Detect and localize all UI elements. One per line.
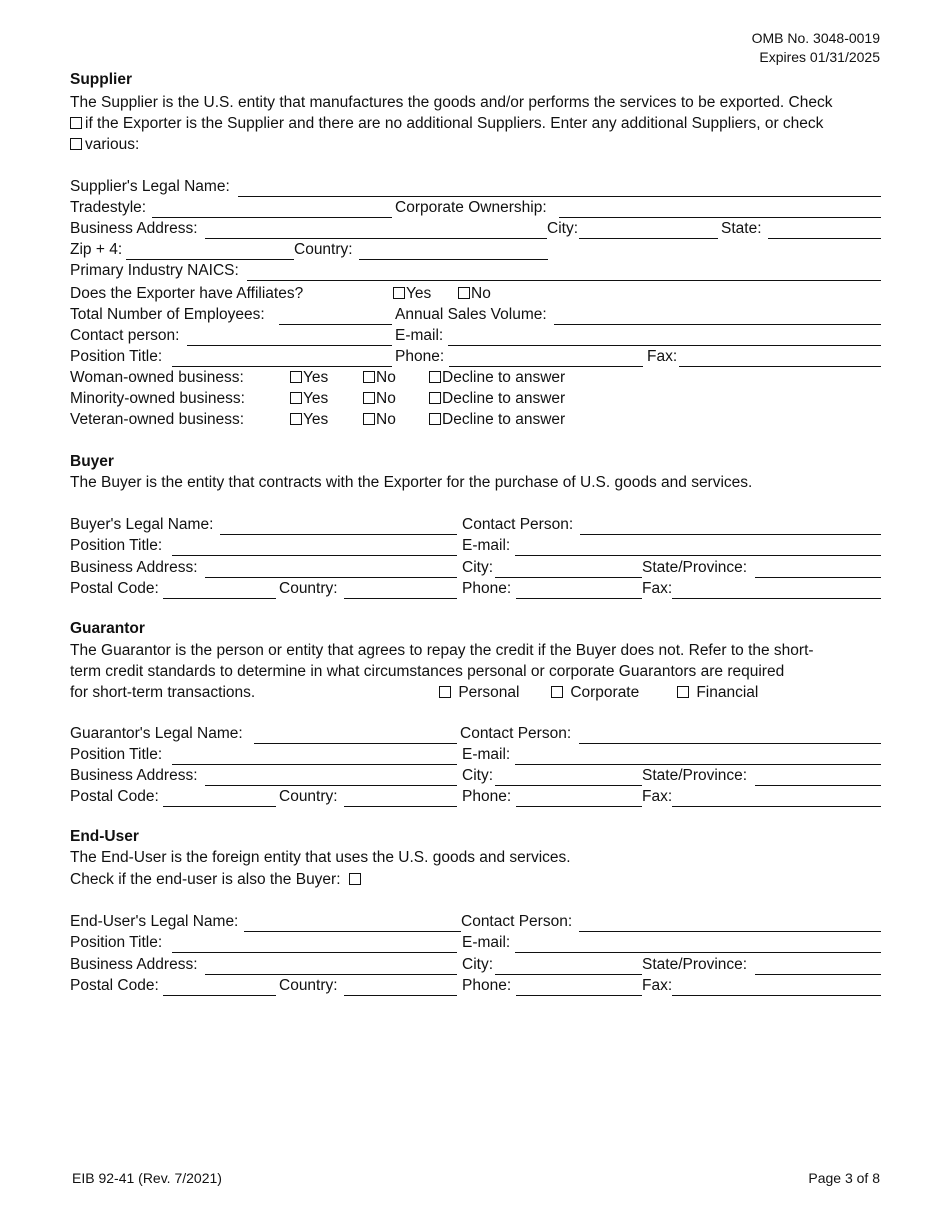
supplier-phone-field[interactable] [449, 347, 643, 367]
woman-owned-row [70, 368, 881, 388]
minority-owned-row [70, 389, 881, 409]
guarantor-financial-checkbox[interactable] [677, 686, 689, 698]
end-user-country-label: Country: [279, 977, 338, 994]
affiliates-no-checkbox[interactable] [458, 287, 470, 299]
buyer-state-label: State/Province: [642, 559, 748, 576]
buyer-country-label: Country: [279, 580, 338, 597]
employees-label: Total Number of Employees: [70, 306, 265, 323]
supplier-position-row [70, 347, 881, 367]
guarantor-state-field[interactable] [755, 766, 881, 786]
guarantor-position-field[interactable] [172, 745, 457, 765]
end-user-email-field[interactable] [515, 933, 881, 953]
end-user-postal-row [70, 976, 881, 996]
buyer-legal-name-field[interactable] [220, 515, 457, 535]
supplier-heading: Supplier [70, 71, 133, 88]
supplier-city-field[interactable] [579, 219, 718, 239]
guarantor-legal-name-field[interactable] [254, 724, 457, 744]
buyer-business-address-field[interactable] [205, 558, 457, 578]
buyer-contact-label: Contact Person: [462, 516, 574, 533]
affiliates-yes-option[interactable]: Yes [393, 284, 431, 304]
end-user-legal-name-label: End-User's Legal Name: [70, 913, 239, 930]
buyer-legal-name-label: Buyer's Legal Name: [70, 516, 214, 533]
guarantor-position-label: Position Title: [70, 746, 163, 763]
end-user-city-field[interactable] [495, 955, 642, 975]
supplier-contact-label: Contact person: [70, 327, 180, 344]
woman-owned-no[interactable]: No [363, 368, 396, 388]
minority-owned-decline[interactable]: Decline to answer [429, 389, 565, 409]
veteran-owned-row [70, 410, 881, 430]
supplier-country-field[interactable] [359, 240, 548, 260]
buyer-postal-row [70, 579, 881, 599]
buyer-fax-label: Fax: [642, 580, 673, 597]
end-user-is-buyer-checkbox[interactable] [349, 873, 361, 885]
sales-field[interactable] [554, 305, 881, 325]
end-user-city-label: City: [462, 956, 493, 973]
buyer-phone-field[interactable] [516, 579, 642, 599]
supplier-email-label: E-mail: [395, 327, 444, 344]
guarantor-phone-label: Phone: [462, 788, 512, 805]
supplier-position-field[interactable] [172, 347, 392, 367]
guarantor-business-address-label: Business Address: [70, 767, 198, 784]
end-user-postal-label: Postal Code: [70, 977, 159, 994]
guarantor-personal-checkbox[interactable] [439, 686, 451, 698]
omb-number: OMB No. 3048-0019 [751, 30, 880, 46]
veteran-owned-label: Veteran-owned business: [70, 411, 245, 428]
guarantor-phone-field[interactable] [516, 787, 642, 807]
woman-owned-decline[interactable]: Decline to answer [429, 368, 565, 388]
corporate-ownership-field[interactable] [559, 198, 881, 218]
supplier-state-field[interactable] [768, 219, 881, 239]
supplier-naics-row [70, 261, 881, 281]
guarantor-financial-option[interactable]: Financial [677, 682, 758, 703]
end-user-country-field[interactable] [344, 976, 457, 996]
buyer-country-field[interactable] [344, 579, 457, 599]
buyer-position-label: Position Title: [70, 537, 163, 554]
expiration-date: Expires 01/31/2025 [759, 49, 880, 65]
buyer-heading: Buyer [70, 453, 114, 470]
buyer-address-row [70, 558, 881, 578]
supplier-contact-field[interactable] [187, 326, 392, 346]
guarantor-city-field[interactable] [495, 766, 642, 786]
supplier-intro: The Supplier is the U.S. entity that manufactures the goods and/or performs the services to be exported. Check if the Exporter is the Supplier and there are no additional Suppliers. Enter any additional Suppliers, or check various: [70, 94, 833, 154]
guarantor-postal-field[interactable] [163, 787, 276, 807]
veteran-owned-decline-checkbox[interactable] [429, 413, 441, 425]
tradestyle-label: Tradestyle: [70, 199, 147, 216]
guarantor-postal-label: Postal Code: [70, 788, 159, 805]
guarantor-corporate-checkbox[interactable] [551, 686, 563, 698]
exporter-is-supplier-checkbox[interactable] [70, 117, 82, 129]
end-user-fax-label: Fax: [642, 977, 673, 994]
end-user-address-row [70, 955, 881, 975]
guarantor-contact-label: Contact Person: [460, 725, 572, 742]
veteran-owned-yes[interactable]: Yes [290, 410, 328, 430]
guarantor-fax-label: Fax: [642, 788, 673, 805]
veteran-owned-decline[interactable]: Decline to answer [429, 410, 565, 430]
buyer-postal-label: Postal Code: [70, 580, 159, 597]
buyer-city-field[interactable] [495, 558, 642, 578]
woman-owned-label: Woman-owned business: [70, 369, 244, 386]
supplier-legal-name-field[interactable] [238, 177, 881, 197]
buyer-phone-label: Phone: [462, 580, 512, 597]
supplier-address-row [70, 219, 881, 239]
supplier-position-label: Position Title: [70, 348, 163, 365]
buyer-fax-field[interactable] [672, 579, 881, 599]
supplier-state-label: State: [721, 220, 762, 237]
guarantor-state-label: State/Province: [642, 767, 748, 784]
guarantor-country-label: Country: [279, 788, 338, 805]
guarantor-email-label: E-mail: [462, 746, 511, 763]
buyer-email-label: E-mail: [462, 537, 511, 554]
buyer-position-field[interactable] [172, 536, 457, 556]
end-user-phone-label: Phone: [462, 977, 512, 994]
employees-row [70, 305, 881, 325]
supplier-zip-label: Zip + 4: [70, 241, 123, 258]
minority-owned-decline-checkbox[interactable] [429, 392, 441, 404]
woman-owned-decline-checkbox[interactable] [429, 371, 441, 383]
end-user-legal-name-field[interactable] [244, 912, 461, 932]
guarantor-postal-row [70, 787, 881, 807]
buyer-email-field[interactable] [515, 536, 881, 556]
minority-owned-label: Minority-owned business: [70, 390, 245, 407]
guarantor-address-row [70, 766, 881, 786]
supplier-zip-row [70, 240, 881, 260]
affiliates-row [70, 284, 881, 304]
end-user-state-field[interactable] [755, 955, 881, 975]
buyer-contact-field[interactable] [580, 515, 881, 535]
guarantor-corporate-option[interactable]: Corporate [551, 682, 639, 703]
naics-label: Primary Industry NAICS: [70, 262, 239, 279]
supplier-fax-field[interactable] [679, 347, 881, 367]
guarantor-fax-field[interactable] [672, 787, 881, 807]
supplier-fax-label: Fax: [647, 348, 678, 365]
woman-owned-yes[interactable]: Yes [290, 368, 328, 388]
guarantor-city-label: City: [462, 767, 493, 784]
affiliates-yes-checkbox[interactable] [393, 287, 405, 299]
woman-owned-no-checkbox[interactable] [363, 371, 375, 383]
buyer-postal-field[interactable] [163, 579, 276, 599]
affiliates-no-option[interactable]: No [458, 284, 491, 304]
guarantor-position-row [70, 745, 881, 765]
buyer-city-label: City: [462, 559, 493, 576]
supplier-city-label: City: [547, 220, 578, 237]
guarantor-legal-name-row [70, 724, 881, 744]
supplier-zip-field[interactable] [126, 240, 294, 260]
guarantor-contact-field[interactable] [579, 724, 881, 744]
end-user-fax-field[interactable] [672, 976, 881, 996]
end-user-is-buyer: Check if the end-user is also the Buyer: [70, 870, 364, 890]
supplier-legal-name-row [70, 177, 881, 197]
end-user-contact-field[interactable] [579, 912, 881, 932]
veteran-owned-yes-checkbox[interactable] [290, 413, 302, 425]
naics-field[interactable] [247, 261, 881, 281]
buyer-legal-name-row [70, 515, 881, 535]
supplier-phone-label: Phone: [395, 348, 445, 365]
end-user-email-label: E-mail: [462, 934, 511, 951]
page-number: Page 3 of 8 [808, 1170, 880, 1186]
guarantor-personal-option[interactable]: Personal [439, 682, 520, 703]
veteran-owned-no[interactable]: No [363, 410, 396, 430]
minority-owned-yes[interactable]: Yes [290, 389, 328, 409]
buyer-position-row [70, 536, 881, 556]
end-user-position-row [70, 933, 881, 953]
affiliates-label: Does the Exporter have Affiliates? [70, 285, 304, 302]
employees-field[interactable] [279, 305, 392, 325]
guarantor-country-field[interactable] [344, 787, 457, 807]
guarantor-heading: Guarantor [70, 620, 145, 637]
form-id: EIB 92-41 (Rev. 7/2021) [72, 1170, 222, 1186]
various-suppliers-checkbox[interactable] [70, 138, 82, 150]
buyer-intro: The Buyer is the entity that contracts with the Exporter for the purchase of U.S. goods and services. [70, 474, 753, 491]
end-user-position-label: Position Title: [70, 934, 163, 951]
end-user-state-label: State/Province: [642, 956, 748, 973]
end-user-business-address-label: Business Address: [70, 956, 198, 973]
end-user-postal-field[interactable] [163, 976, 276, 996]
end-user-intro: The End-User is the foreign entity that uses the U.S. goods and services. [70, 849, 571, 866]
end-user-heading: End-User [70, 828, 139, 845]
supplier-business-address-label: Business Address: [70, 220, 198, 237]
minority-owned-no-checkbox[interactable] [363, 392, 375, 404]
supplier-email-field[interactable] [448, 326, 881, 346]
end-user-contact-label: Contact Person: [461, 913, 573, 930]
minority-owned-no[interactable]: No [363, 389, 396, 409]
end-user-position-field[interactable] [172, 933, 457, 953]
tradestyle-field[interactable] [152, 198, 392, 218]
buyer-business-address-label: Business Address: [70, 559, 198, 576]
veteran-owned-no-checkbox[interactable] [363, 413, 375, 425]
end-user-phone-field[interactable] [516, 976, 642, 996]
supplier-business-address-field[interactable] [205, 219, 548, 239]
end-user-business-address-field[interactable] [205, 955, 457, 975]
corporate-ownership-label: Corporate Ownership: [395, 199, 547, 216]
supplier-tradestyle-row [70, 198, 881, 218]
guarantor-business-address-field[interactable] [205, 766, 457, 786]
guarantor-email-field[interactable] [515, 745, 881, 765]
minority-owned-yes-checkbox[interactable] [290, 392, 302, 404]
sales-label: Annual Sales Volume: [395, 306, 547, 323]
supplier-country-label: Country: [294, 241, 353, 258]
buyer-state-field[interactable] [755, 558, 881, 578]
woman-owned-yes-checkbox[interactable] [290, 371, 302, 383]
end-user-legal-name-row [70, 912, 881, 932]
guarantor-intro: The Guarantor is the person or entity that agrees to repay the credit if the Buyer does not. Refer to the short- term credit standards to determine in what circumstances personal or corporate Guarantors are required for short-term transactions. Personal Corporate Financial [70, 640, 882, 703]
supplier-contact-row [70, 326, 881, 346]
supplier-legal-name-label: Supplier's Legal Name: [70, 178, 230, 195]
guarantor-legal-name-label: Guarantor's Legal Name: [70, 725, 243, 742]
